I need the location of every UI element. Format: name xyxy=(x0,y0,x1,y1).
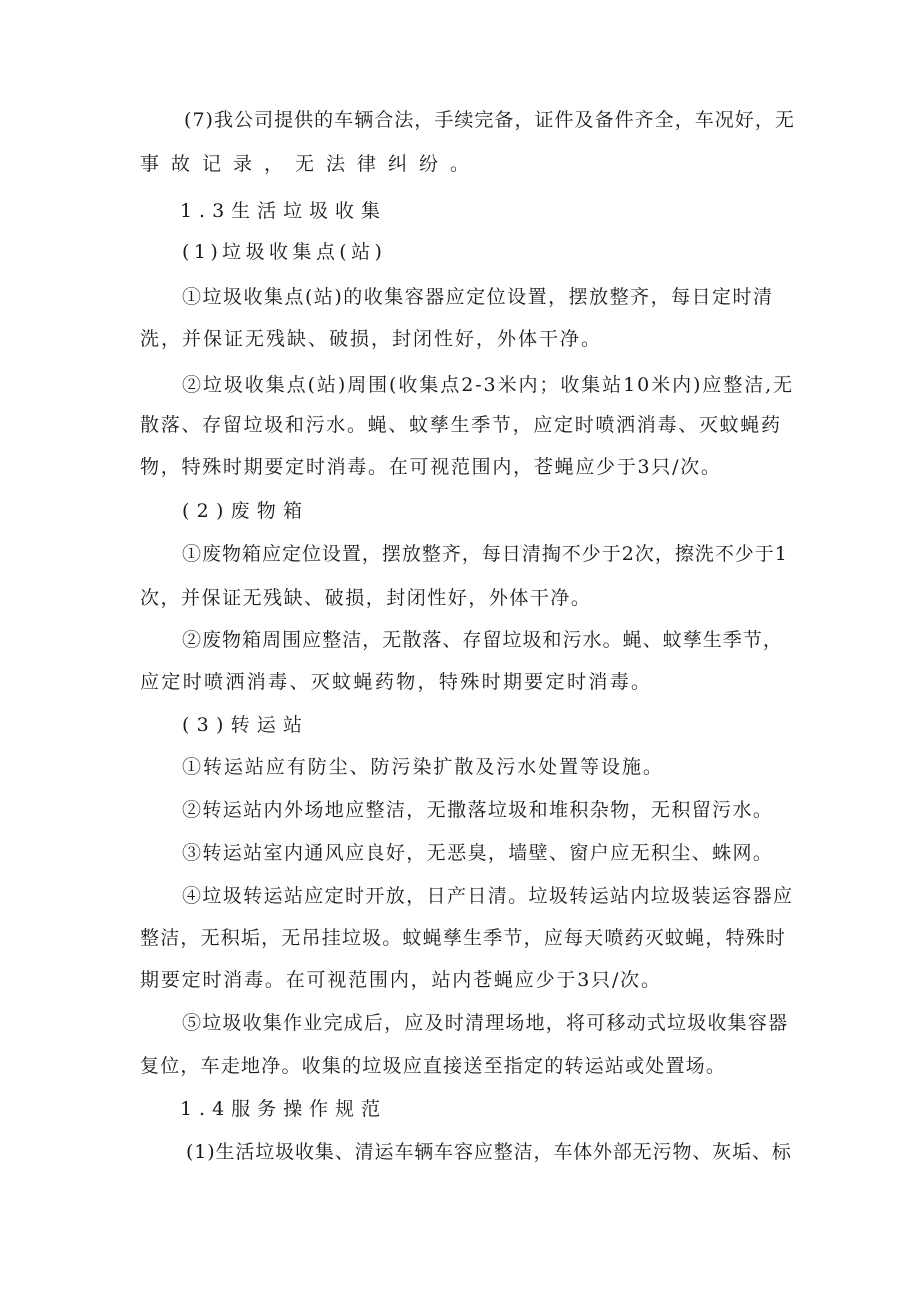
subheading-collection-point: (1)垃圾收集点(站) xyxy=(182,241,387,263)
paragraph-7-line-1: (7)我公司提供的车辆合法，手续完备，证件及备件齐全，车况好，无 xyxy=(184,109,795,131)
transfer-item-4-line-1: ④垃圾转运站应定时开放，日产日清。垃圾转运站内垃圾装运容器应 xyxy=(182,885,794,907)
waste-bin-item-1-line-1: ①废物箱应定位设置，摆放整齐，每日清掏不少于2次，擦洗不少于1 xyxy=(182,543,788,565)
section-heading-1-3: 1.3生活垃圾收集 xyxy=(180,200,387,222)
item-1-line-2: 洗，并保证无残缺、破损，封闭性好，外体干净。 xyxy=(140,328,603,350)
item-2-line-3: 物，特殊时期要定时消毒。在可视范围内，苍蝇应少于3只/次。 xyxy=(140,456,722,478)
transfer-item-5-line-1: ⑤垃圾收集作业完成后，应及时清理场地，将可移动式垃圾收集容器 xyxy=(182,1012,789,1034)
subheading-transfer-station: (3)转运站 xyxy=(182,714,310,736)
transfer-item-4-line-3: 期要定时消毒。在可视范围内，站内苍蝇应少于3只/次。 xyxy=(140,969,662,991)
waste-bin-item-2-line-2: 应定时喷洒消毒、灭蚊蝇药物，特殊时期要定时消毒。 xyxy=(140,671,653,693)
subheading-waste-bin: (2)废物箱 xyxy=(182,500,310,522)
transfer-item-3: ③转运站室内通风应良好，无恶臭，墙壁、窗户应无积尘、蛛网。 xyxy=(182,842,774,864)
transfer-item-2: ②转运站内外场地应整洁，无撒落垃圾和堆积杂物，无积留污水。 xyxy=(182,799,774,821)
waste-bin-item-1-line-2: 次，并保证无残缺、破损，封闭性好，外体干净。 xyxy=(140,587,592,609)
waste-bin-item-2-line-1: ②废物箱周围应整洁，无散落、存留垃圾和污水。蝇、蚊孳生季节， xyxy=(182,629,783,651)
transfer-item-1: ①转运站应有防尘、防污染扩散及污水处置等设施。 xyxy=(182,756,664,778)
section-heading-1-4: 1.4服务操作规范 xyxy=(180,1098,387,1120)
item-2-line-2: 散落、存留垃圾和污水。蝇、蚊孳生季节，应定时喷洒消毒、灭蚊蝇药 xyxy=(140,414,782,436)
item-2-line-1: ②垃圾收集点(站)周围(收集点2-3米内；收集站10米内)应整洁,无 xyxy=(182,374,795,396)
paragraph-7-line-2: 事故记录，无法律纠纷。 xyxy=(140,153,482,175)
transfer-item-5-line-2: 复位，车走地净。收集的垃圾应直接送至指定的转运站或处置场。 xyxy=(140,1055,727,1077)
transfer-item-4-line-2: 整洁，无积垢，无吊挂垃圾。蚊蝇孳生季节，应每天喷药灭蚊蝇，特殊时 xyxy=(140,927,787,949)
service-item-1-line-1: (1)生活垃圾收集、清运车辆车容应整洁，车体外部无污物、灰垢、标 xyxy=(186,1141,792,1163)
item-1-line-1: ①垃圾收集点(站)的收集容器应定位设置，摆放整齐，每日定时清 xyxy=(182,286,774,308)
